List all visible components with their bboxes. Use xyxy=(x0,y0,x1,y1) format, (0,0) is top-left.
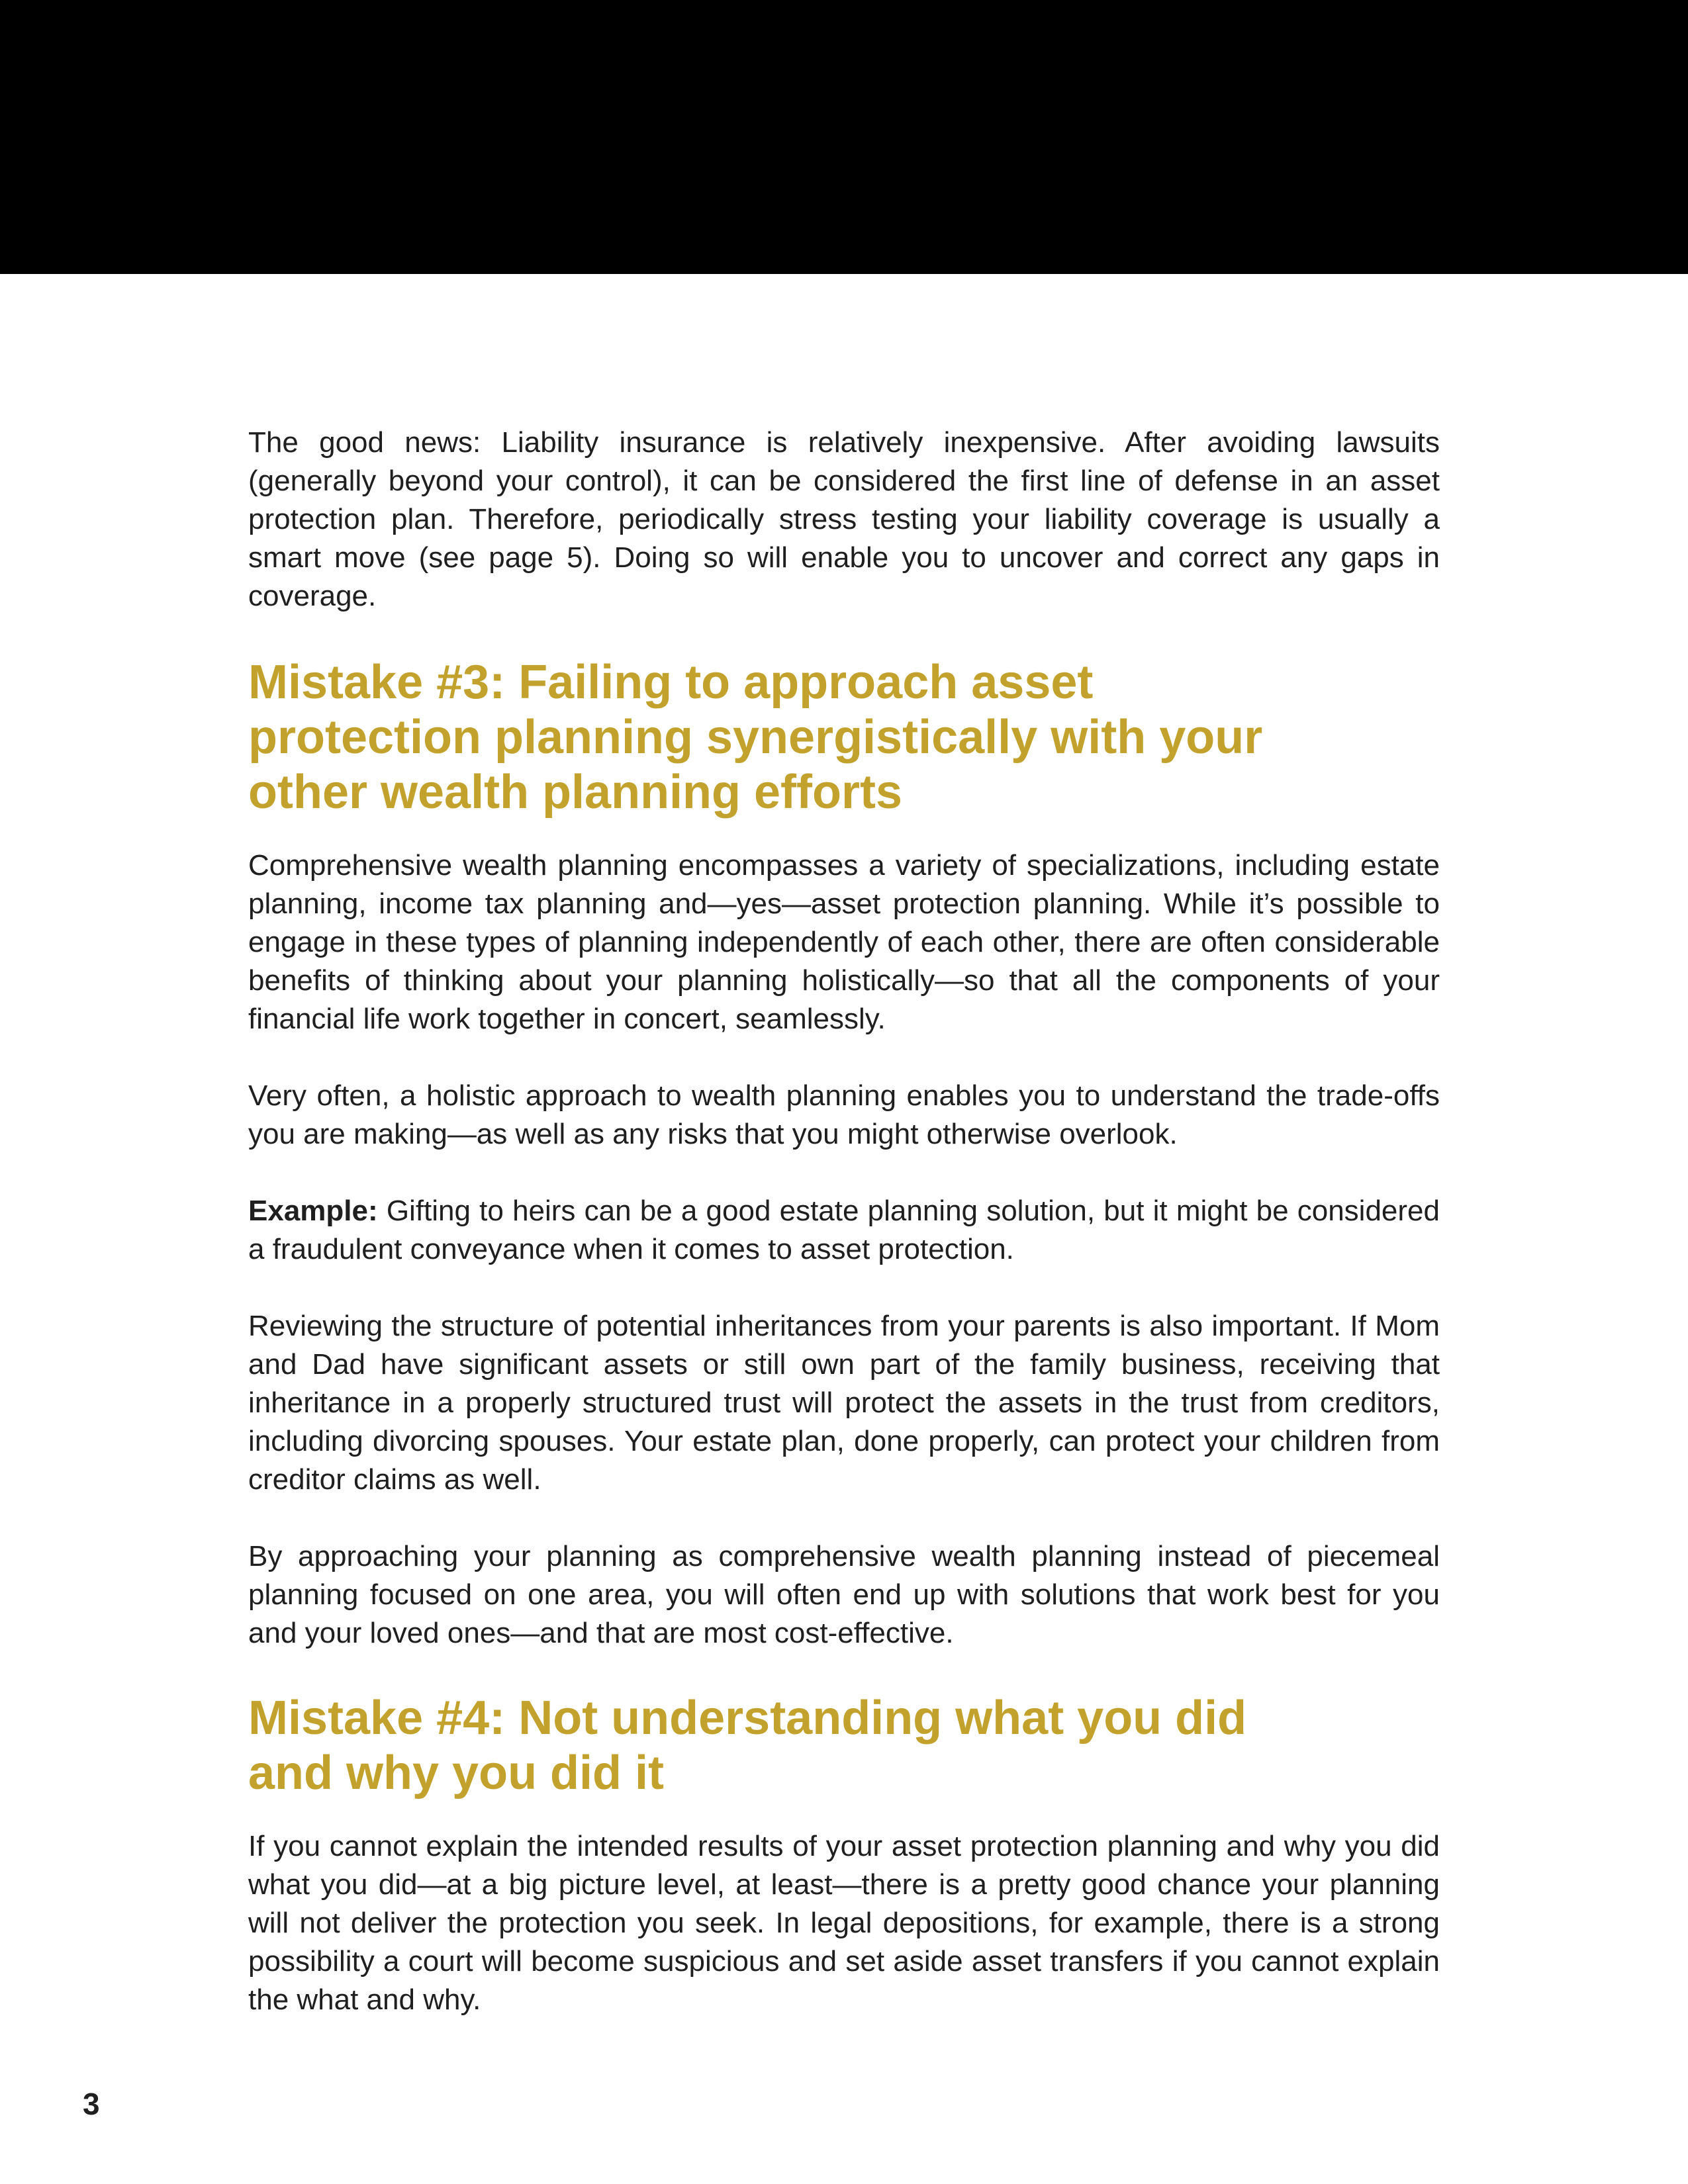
mistake-3-paragraph-3: Reviewing the structure of potential inheritances from your parents is also important. If Mom and Dad have significant assets or still own part of the family business, receiving that inheritance in a properly structured trust will protect the assets in the trust from creditors, including divorcing spouses. Your estate plan, done properly, can protect your children from creditor claims as well. xyxy=(248,1310,1440,1496)
mistake-4-heading: Mistake #4: Not understanding what you did and why you did it xyxy=(248,1692,1247,1799)
mistake-3-paragraph-4: By approaching your planning as comprehensive wealth planning instead of piecemeal planning focused on one area, you will often end up with solutions that work best for you and your loved ones—and that are most cost-effective. xyxy=(248,1540,1440,1649)
mistake-3-heading: Mistake #3: Failing to approach asset protection planning synergistically with your other wealth planning efforts xyxy=(248,656,1263,819)
page-content xyxy=(248,424,1440,2019)
example-label: Example: xyxy=(248,1195,378,1227)
header-band xyxy=(0,0,1688,274)
example-paragraph xyxy=(248,1192,1440,1269)
mistake-4-paragraph: If you cannot explain the intended results of your asset protection planning and why you did what you did—at a big picture level, at least—there is a pretty good chance your planning will not deliver the protection you seek. In legal depositions, for example, there is a strong possibility a court will become suspicious and set aside asset transfers if you cannot explain the what and why. xyxy=(248,1830,1440,2016)
mistake-3-paragraph-1: Comprehensive wealth planning encompasses a variety of specializations, including estate planning, income tax planning and—yes—asset protection planning. While it’s possible to engage in these types of planning independently of each other, there are often considerable benefits of thinking about your planning holistically—so that all the components of your financial life work together in concert, seamlessly. xyxy=(248,849,1440,1035)
intro-paragraph: The good news: Liability insurance is relatively inexpensive. After avoiding lawsuits (generally beyond your control), it can be considered the first line of defense in an asset protection plan. Therefore, periodically stress testing your liability coverage is usually a smart move (see page 5). Doing so will enable you to uncover and correct any gaps in coverage. xyxy=(248,426,1440,612)
page-number: 3 xyxy=(83,2087,100,2121)
example-text: Gifting to heirs can be a good estate planning solution, but it might be considered a fraudulent conveyance when it comes to asset protection. xyxy=(248,1195,1440,1265)
mistake-3-paragraph-2: Very often, a holistic approach to wealth planning enables you to understand the trade-offs you are making—as well as any risks that you might otherwise overlook. xyxy=(248,1079,1440,1150)
